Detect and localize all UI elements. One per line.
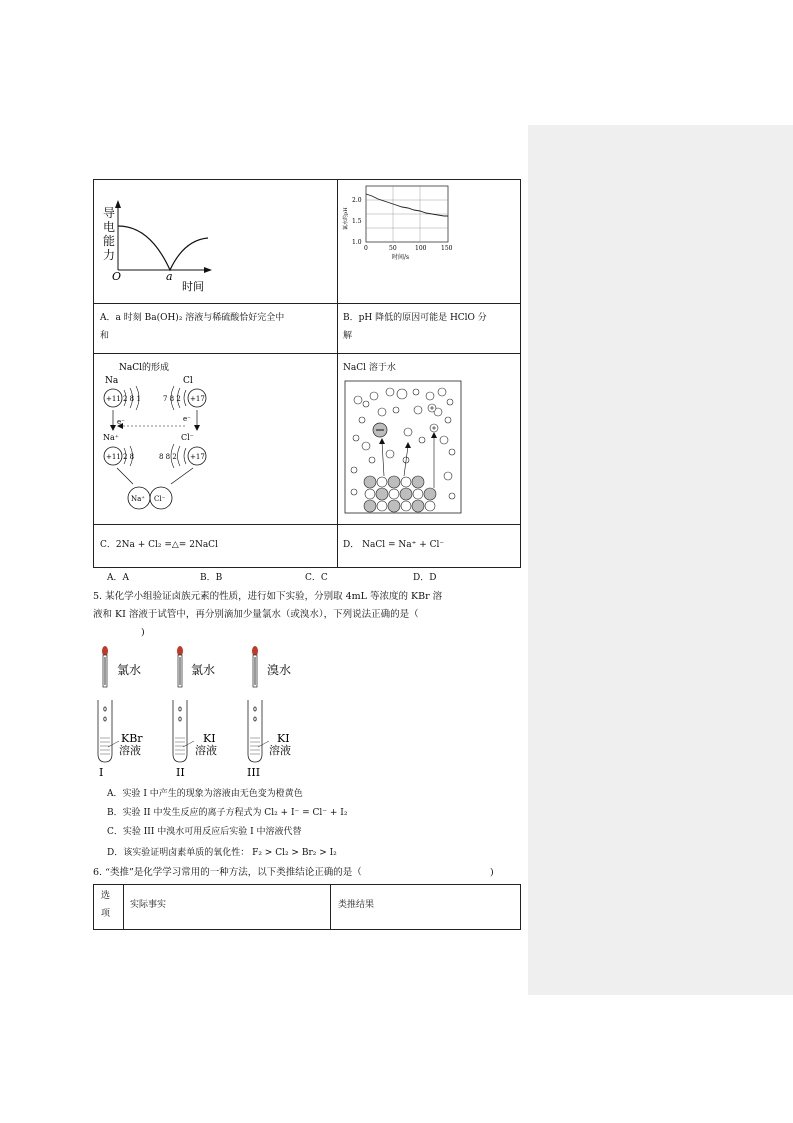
na-nucleus: +11 [106,395,121,403]
q5-stem-line3: ) [141,627,145,638]
graph-a-y-label-4: 力 [103,248,116,262]
cell-d-text: D． NaCl = Na⁺ + Cl⁻ [343,540,445,550]
q4-option-b: B．B [200,573,223,583]
q4-option-c: C．C [305,573,328,583]
ph-graph [340,182,460,262]
cl-ion-symbol: Cl⁻ [181,433,194,442]
test-tube-1 [98,700,112,762]
q6-header-col1-line2: 项 [101,909,111,919]
q5-option-a: A．实验 I 中产生的现象为溶液由无色变为橙黄色 [107,789,303,799]
diagram-title: NaCl的形成 [119,363,170,373]
dropper-label-2: 氯水 [191,663,216,677]
q6-header-col3: 类推结果 [338,900,375,910]
cell-b-text [343,309,487,345]
nacl-formation-diagram [97,358,227,520]
comment-pane [528,125,793,995]
tube-1-sol: 溶液 [119,744,141,757]
q6-header-col2: 实际事实 [130,900,167,910]
graph-a-y-label-2: 电 [103,220,116,234]
ph-x-tick-4: 150 [441,245,453,252]
dropper-2 [177,646,183,687]
ph-x-tick-1: 0 [364,245,368,252]
q6-stem-end: ) [490,867,494,878]
cl-ion-shells: 8 8 2 [159,453,177,461]
tube-2-label: II [176,766,185,779]
ph-x-tick-3: 100 [415,245,427,252]
na-ion-symbol: Na⁺ [103,433,119,442]
electron-right: e⁻ [183,415,191,423]
pair-na: Na⁺ [131,495,145,503]
conductivity-graph [98,198,218,296]
dropper-label-3: 溴水 [267,663,292,677]
test-tube-2 [173,700,187,762]
dropper-1 [102,646,108,687]
cell-d-title: NaCl 溶于水 [343,363,396,373]
cell-b-line1: B．pH 降低的原因可能是 HClO 分 [343,313,487,323]
q6-col-divider-1 [123,884,124,930]
tube-1-solute: KBr [121,732,143,745]
ph-y-tick-3: 1.0 [352,239,362,246]
q5-option-b: B．实验 II 中发生反应的离子方程式为 Cl₂ + I⁻ = Cl⁻ + I₂ [107,808,348,818]
q5-option-d: D．该实验证明卤素单质的氧化性： F₂ > Cl₂ > Br₂ > I₂ [107,848,337,858]
tube-3-label: III [247,766,261,779]
q4-option-a: A．A [107,573,129,583]
q5-stem-line2: 液和 KI 溶液于试管中，再分别滴加少量氯水（或溴水），下列说法正确的是（ [93,609,419,620]
na-ion-shells: 2 8 [123,453,135,461]
tube-3-sol: 溶液 [269,744,291,757]
q5-stem-line1: 5. 某化学小组验证卤族元素的性质，进行如下实验，分别取 4mL 等浓度的 KBr 溶 [93,591,443,602]
graph-a-x-label: 时间 [182,280,204,293]
dropper-3 [252,646,258,687]
na-symbol: Na [105,376,119,386]
graph-a-y-label-3: 能 [103,234,116,248]
cl-ion-nucleus: +17 [190,453,205,461]
tube-3-solute: KI [277,732,290,745]
ph-x-tick-2: 50 [389,245,397,252]
q5-option-c: C．实验 III 中溴水可用反应后实验 I 中溶液代替 [107,827,302,837]
q6-header-col1-line1: 选 [101,891,111,901]
ph-y-tick-2: 1.5 [352,218,362,225]
ph-y-tick-1: 2.0 [352,197,362,204]
q4-option-d: D．D [413,573,437,583]
q5-apparatus [93,643,313,781]
cl-shells: 7 8 2 [163,395,181,403]
q4-row-line-2 [93,353,521,354]
electron-left: e⁻ [117,418,125,426]
q4-table-divider [337,179,338,568]
dropper-label-1: 氯水 [117,663,142,677]
na-shells: 2 8 1 [123,395,141,403]
graph-a-a-mark: a [166,270,173,283]
cell-b-line2: 解 [343,331,353,341]
cl-nucleus: +17 [190,395,205,403]
q4-row-line-3 [93,524,521,525]
cell-c-text: C．2Na + Cl₂ =△= 2NaCl [100,540,218,550]
pair-cl: Cl⁻ [154,495,166,503]
cell-a-line1: A．a 时刻 Ba(OH)₂ 溶液与稀硫酸恰好完全中 [100,313,285,323]
q6-stem: 6. “类推”是化学学习常用的一种方法，以下类推结论正确的是（ [93,867,362,878]
test-tube-3 [248,700,262,762]
graph-a-y-label-1: 导 [103,206,116,220]
q4-row-line-1 [93,303,521,304]
ph-y-label: 氯水的pH [343,207,349,230]
cl-symbol: Cl [183,376,193,386]
cell-a-text [100,309,284,345]
na-ion-nucleus: +11 [106,453,121,461]
ph-x-label: 时间/s [392,254,410,261]
tube-1-label: I [99,766,104,779]
nacl-dissolution-diagram [344,380,462,514]
tube-2-solute: KI [203,732,216,745]
cell-a-line2: 和 [100,331,110,341]
q6-col-divider-2 [330,884,331,930]
tube-2-sol: 溶液 [195,744,217,757]
graph-a-origin: O [112,270,122,283]
